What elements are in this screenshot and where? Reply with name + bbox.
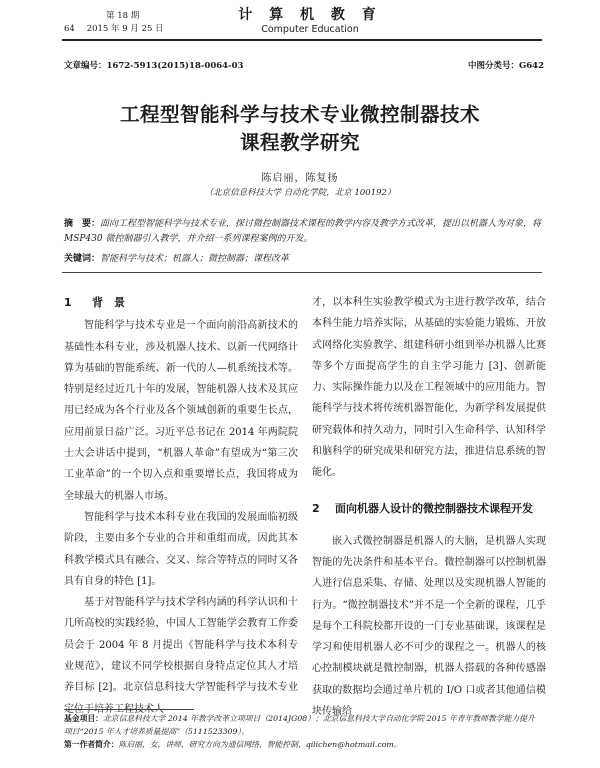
fund-text: 北京信息科技大学 2014 年教学改革立项项目（2014JG08）；北京信息科技大学自动化学院 2015 年青年教师教学能力提升项目“2015 年人才培养质量提高”（5111523309）。 [64, 714, 535, 736]
body-paragraph: 基于对智能科学与技术学科内涵的科学认识和十几所高校的实践经验，中国人工智能学会教育工作委员会于 2004 年 8 月提出《智能科学与技术本科专业规范》，建议不同学校根据自身特点定位其人才培养目标 [2]。北京信息科技大学智能科学与技术专业定位于培养工程技术人 [64, 597, 298, 715]
journal-name: 计 算 机 教 育 [238, 7, 382, 23]
running-header-left [64, 10, 164, 36]
author-bio-label: 第一作者简介： [64, 740, 119, 749]
abstract [64, 217, 542, 247]
section-number: 1 [64, 296, 72, 309]
article-title-line1: 工程型智能科学与技术专业微控制器技术 [119, 103, 480, 126]
journal-masthead [230, 6, 390, 36]
clc-number: 中图分类号：G642 [467, 61, 544, 71]
abstract-rule [62, 272, 542, 273]
issue-number: 第 18 期 [106, 11, 140, 21]
body-paragraph: 嵌入式微控制器是机器人的大脑，是机器人实现智能的先决条件和基本平台。微控制器可以控制机器人进行信息采集、存储、处理以及实现机器人智能的行为。“微控制器技术”并不是一个全新的课程，几乎是每个工科院校都开设的一门专业基础课，该课程是学习和使用机器人必不可少的课程之一。机器人的核心控制模块就是微控制器，机器人搭载的各种传感器获取的数据均会通过单片机的 I/O 口或者其他通信模块传输给 [312, 535, 546, 718]
section-heading-2 [312, 498, 546, 519]
body-paragraph: 智能科学与技术本科专业在我国的发展面临初级阶段，主要由多个专业的合并和重组而成，因此其本科教学模式具有融合、交叉、综合等特点的同时又各具有自身的特色 [1]。 [64, 511, 298, 587]
section-title: 背 景 [92, 296, 125, 309]
page-number: 64 [64, 24, 75, 34]
section-number: 2 [312, 501, 320, 515]
authors: 陈启丽，陈复扬 [261, 173, 339, 184]
abstract-text: 面向工程型智能科学与技术专业，探讨微控制器技术课程的教学内容及教学方式改革，提出以机器人为对象，将 MSP430 微控制器引入教学，并介绍一系列课程案例的开发。 [64, 219, 542, 244]
footnote-rule [64, 709, 194, 710]
article-id: 文章编号：1672-5913(2015)18-0064-03 [64, 61, 244, 71]
body-column-right [312, 292, 546, 722]
keywords [64, 252, 542, 267]
body-paragraph: 智能科学与技术专业是一个面向前沿高新技术的基础性本科专业，涉及机器人技术、以新一代网络计算为基础的智能系统、新一代的人—机系统技术等。特别是经过近几十年的发展，智能机器人技术及其应用已经成为各个行业及各个领域创新的重要生长点，应用前景日益广泛。习近平总书记在 2014 年两院院士大会讲话中提到，“机器人革命”有望成为“第三次工业革命”的一个切入点和重要增长点，我国将成为全球最大的机器人市场。 [64, 320, 298, 502]
fund-label: 基金项目： [64, 714, 103, 723]
body-paragraph-continued: 才，以本科生实验教学模式为主进行教学改革，结合本科生能力培养实际，从基础的实验能力锻炼、开放式网络化实验教学、组建科研小组到举办机器人比赛等多个方面提高学生的自主学习能力 [3]、创新能力、实际操作能力以及在工程领域中的应用能力。智能科学与技术将传统机器智能化，为新学科发展提供研究载体和持久动力，同时引入生命科学、认知科学和脑科学的研究成果和研究方法，推进信息系统的智能化。 [312, 297, 546, 479]
body-column-left [64, 292, 298, 720]
author-bio-text: 陈启丽，女，讲师，研究方向为通信网络、智能控制，qilichen@hotmail.com。 [118, 740, 402, 749]
publication-date: 2015 年 9 月 25 日 [86, 24, 164, 34]
article-title-line2: 课程教学研究 [239, 131, 360, 154]
section-title: 面向机器人设计的微控制器技术课程开发 [334, 501, 533, 515]
journal-name-en: Computer Education [261, 24, 359, 35]
footnote [64, 712, 542, 751]
header-rule [62, 39, 542, 41]
abstract-label: 摘 要： [64, 219, 101, 229]
affiliation: （北京信息科技大学 自动化学院，北京 100192） [204, 188, 396, 198]
section-heading-1 [64, 292, 298, 313]
keywords-text: 智能科学与技术；机器人；微控制器；课程改革 [100, 254, 290, 264]
keywords-label: 关键词： [64, 254, 101, 264]
